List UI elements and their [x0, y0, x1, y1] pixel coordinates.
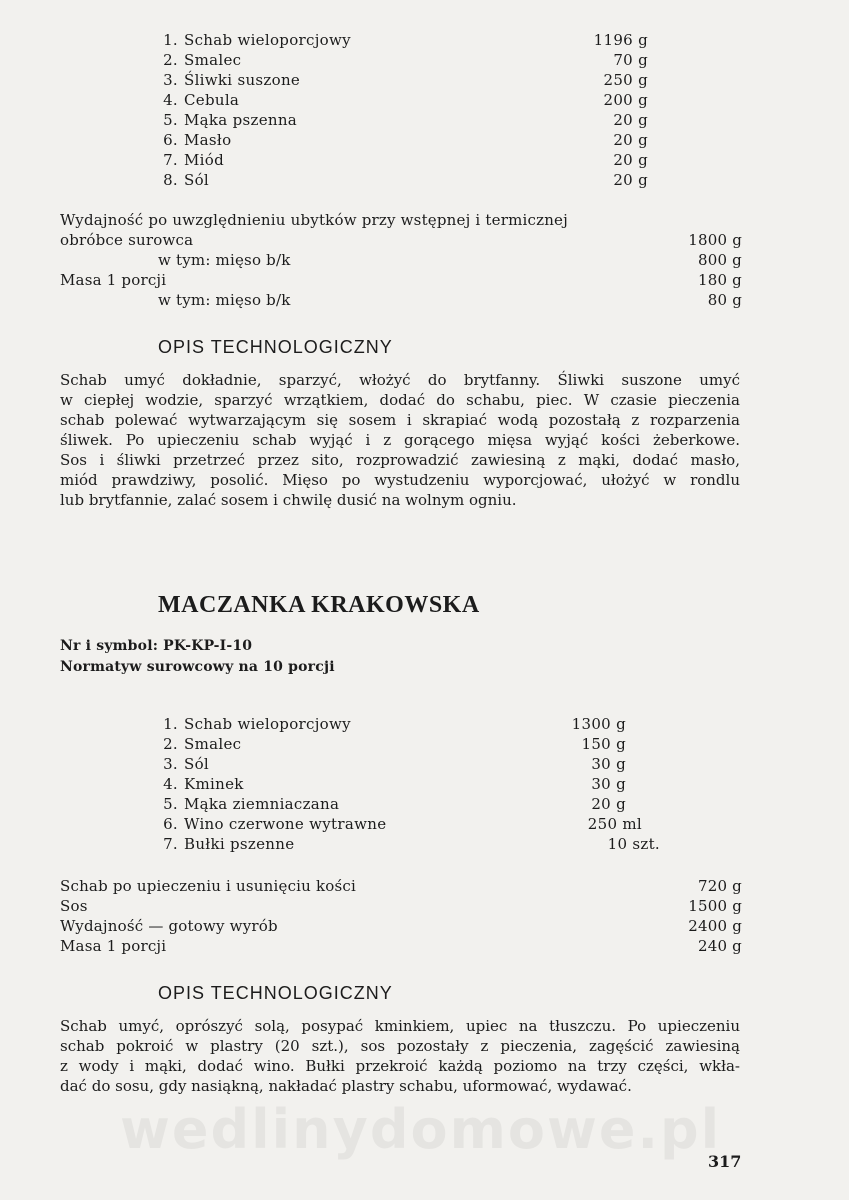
recipe-symbol: Nr i symbol: PK-KP-I-10: [60, 638, 253, 654]
yield-block-1: [60, 210, 742, 310]
ingredient-row: 1. Schab wieloporcjowy 1300 g: [163, 715, 626, 733]
yield-line: Masa 1 porcji 240 g: [60, 937, 742, 955]
recipe-title: MACZANKA KRAKOWSKA: [158, 592, 480, 618]
yield-line: Masa 1 porcji 180 g: [60, 271, 742, 289]
ingredient-list-1: [158, 30, 648, 190]
ingredient-list-2: [158, 714, 666, 854]
ingredient-row: 5. Mąka ziemniaczana 20 g: [163, 795, 626, 813]
section-heading: OPIS TECHNOLOGICZNY: [158, 983, 393, 1003]
page-number: 317: [708, 1152, 742, 1171]
ingredient-row: 4. Kminek 30 g: [163, 775, 626, 793]
ingredient-row: 1. Schab wieloporcjowy 1196 g: [163, 31, 648, 49]
recipe-norm: Normatyw surowcowy na 10 porcji: [60, 659, 335, 675]
yield-line: Schab po upieczeniu i usunięciu kości 720 g: [60, 877, 742, 895]
yield-line: Wydajność — gotowy wyrób 2400 g: [60, 917, 742, 935]
yield-line: Wydajność po uwzględnieniu ubytków przy wstępnej i termicznej: [60, 211, 568, 229]
ingredient-row: 4. Cebula 200 g: [163, 91, 648, 109]
description-2: Schab umyć, oprószyć solą, posypać kminkiem, upiec na tłuszczu. Po upieczeniu schab pokroić w plastry (20 szt.), sos pozostały z pieczenia, zagęścić zawiesiną z wody i mąki, dodać wino. Bułki przekroić każdą poziomo na trzy części, wkła- dać do sosu, gdy nasiąkną, nakładać plastry schabu, uformować, wydawać.: [60, 1017, 740, 1095]
yield-line: w tym: mięso b/k 80 g: [158, 291, 742, 309]
ingredient-row: 3. Sól 30 g: [163, 755, 626, 773]
ingredient-row: 8. Sól 20 g: [163, 171, 648, 189]
ingredient-row: 7. Miód 20 g: [163, 151, 648, 169]
yield-line: obróbce surowca 1800 g: [60, 231, 742, 249]
yield-line: Sos 1500 g: [60, 897, 742, 915]
ingredient-row: 3. Śliwki suszone 250 g: [163, 71, 648, 89]
yield-block-2: [60, 876, 742, 956]
watermark: wedlinydomowe.pl: [120, 1098, 722, 1161]
ingredient-row: 2. Smalec 70 g: [163, 51, 648, 69]
ingredient-row: 6. Wino czerwone wytrawne 250 ml: [163, 815, 642, 833]
ingredient-row: 5. Mąka pszenna 20 g: [163, 111, 648, 129]
ingredient-row: 6. Masło 20 g: [163, 131, 648, 149]
description-1: Schab umyć dokładnie, sparzyć, włożyć do brytfanny. Śliwki suszone umyć w ciepłej wodzie, sparzyć wrzątkiem, dodać do schabu, piec. W czasie pieczenia schab polewać wytwarzającym się sosem i skrapiać wodą pozostałą z rozparzenia śliwek. Po upieczeniu schab wyjąć i z gorącego mięsa wyjąć kości żeberkowe. Sos i śliwki przetrzeć przez sito, rozprowadzić zawiesiną z mąki, dodać masło, miód prawdziwy, posolić. Mięso po wystudzeniu wyporcjować, ułożyć w rondlu lub brytfannie, zalać sosem i chwilę dusić na wolnym ogniu.: [60, 371, 740, 509]
ingredient-row: 7. Bułki pszenne 10 szt.: [163, 835, 660, 853]
ingredient-row: 2. Smalec 150 g: [163, 735, 626, 753]
yield-line: w tym: mięso b/k 800 g: [158, 251, 742, 269]
section-heading: OPIS TECHNOLOGICZNY: [158, 337, 393, 357]
